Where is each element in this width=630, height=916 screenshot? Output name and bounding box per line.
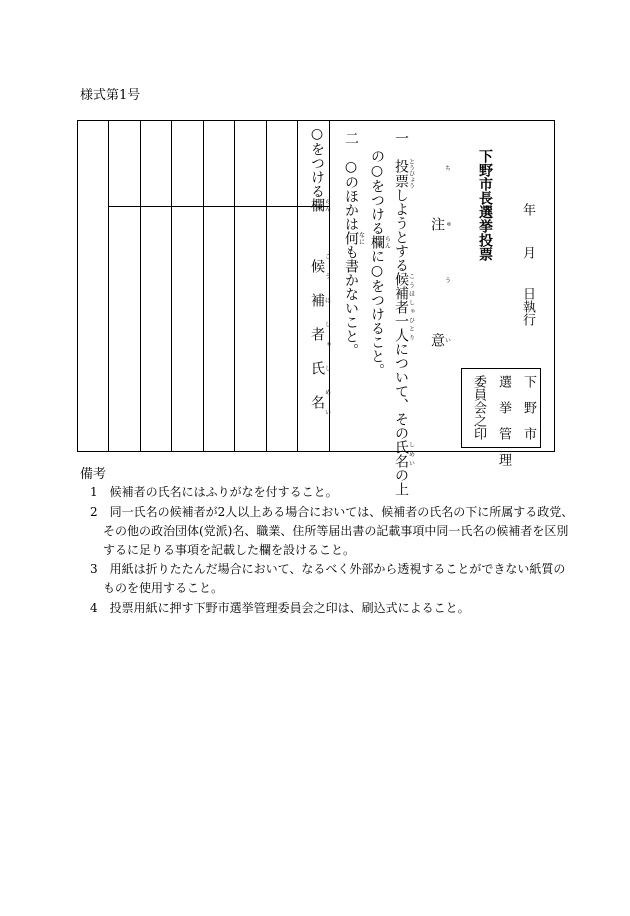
column-divider <box>203 121 204 451</box>
caution-label: 注ちゅう意い <box>429 165 451 397</box>
election-date: 年月日執行 <box>520 203 535 326</box>
election-commission-seal <box>461 368 541 466</box>
note-item: 4 投票用紙に押す下野市選挙管理委員会之印は、刷込式によること。 <box>90 601 470 615</box>
note-item: 1 候補者の氏名にはふりがなを付すること。 <box>90 485 338 499</box>
column-divider <box>108 121 109 451</box>
mark-row-divider <box>108 206 298 207</box>
instruction-item-2: 二 ○のほかは何なにも書かないこと。 <box>343 131 365 357</box>
column-divider <box>266 121 267 451</box>
instruction-item-1-line-2: の○をつける欄らんに○をつけること。 <box>369 149 391 377</box>
notes-title: 備考 <box>80 467 107 482</box>
column-divider <box>171 121 172 451</box>
seal-line-1: 下 野 市 <box>521 375 536 440</box>
column-divider <box>234 121 235 451</box>
form-title: 様式第1号 <box>80 88 141 103</box>
note-item: 3 用紙は折りたたんだ場合において、なるべく外部から透視することができない紙質の <box>90 562 566 576</box>
column-divider <box>140 121 141 451</box>
column-divider <box>297 121 298 451</box>
note-item: 2 同一氏名の候補者が2人以上ある場合においては、候補者の氏名の下に所属する政党、 <box>90 505 574 519</box>
mark-column-label: ○をつける欄らん <box>309 126 331 212</box>
note-item: するに足りる事項を記載した欄を設けること。 <box>103 543 356 557</box>
seal-line-3: 委員会之印 <box>471 375 486 440</box>
ballot-title: 下野市長選挙投票 <box>477 149 493 261</box>
instruction-item-1-line-1: 一 投票とうひょうしようとする候補者一人こうほしゃひとりについて、その氏名しめいの上 <box>393 131 415 496</box>
note-item: ものを使用すること。 <box>103 581 224 595</box>
header-row-divider <box>297 206 329 207</box>
candidate-name-label: 候こう補ほ者しゃ氏し名めい <box>309 253 331 429</box>
note-item: その他の政治団体(党派)名、職業、住所等届出書の記載事項中同一氏名の候補者を区別 <box>103 524 569 538</box>
seal-line-2: 選 挙 管 理 <box>496 375 511 466</box>
